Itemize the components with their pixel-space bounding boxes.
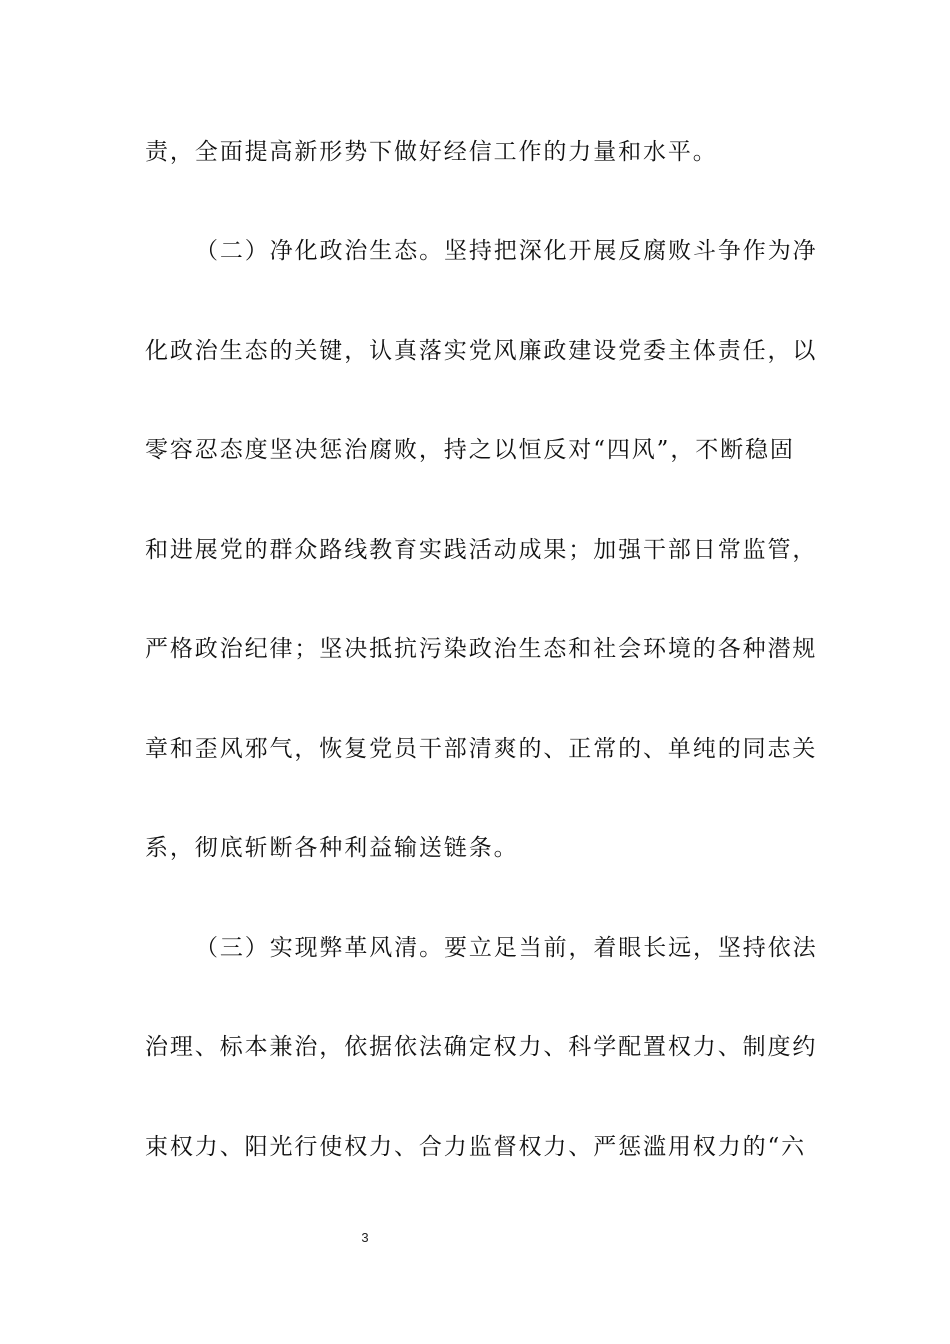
text-line-11: 束权力、阳光行使权力、合力监督权力、严惩滥用权力的“六 bbox=[145, 1134, 807, 1160]
text-line-7: 章和歪风邪气，恢复党员干部清爽的、正常的、单纯的同志关 bbox=[145, 736, 818, 762]
text-line-5: 和进展党的群众路线教育实践活动成果；加强干部日常监管， bbox=[145, 537, 818, 563]
text-line-8: 系，彻底斩断各种利益输送链条。 bbox=[145, 835, 519, 861]
text-line-10: 治理、标本兼治，依据依法确定权力、科学配置权力、制度约 bbox=[145, 1034, 818, 1060]
text-line-1: 责，全面提高新形势下做好经信工作的力量和水平。 bbox=[145, 139, 718, 165]
text-line-2-section-heading: （二）净化政治生态。坚持把深化开展反腐败斗争作为净 bbox=[195, 238, 818, 264]
text-line-6: 严格政治纪律；坚决抵抗污染政治生态和社会环境的各种潜规 bbox=[145, 636, 818, 662]
text-line-9-section-heading: （三）实现弊革风清。要立足当前，着眼长远，坚持依法 bbox=[195, 935, 818, 961]
text-line-4: 零容忍态度坚决惩治腐败，持之以恒反对“四风”，不断稳固 bbox=[145, 437, 795, 463]
page-number: 3 bbox=[361, 1230, 369, 1245]
text-line-3: 化政治生态的关键，认真落实党风廉政建设党委主体责任，以 bbox=[145, 338, 818, 364]
